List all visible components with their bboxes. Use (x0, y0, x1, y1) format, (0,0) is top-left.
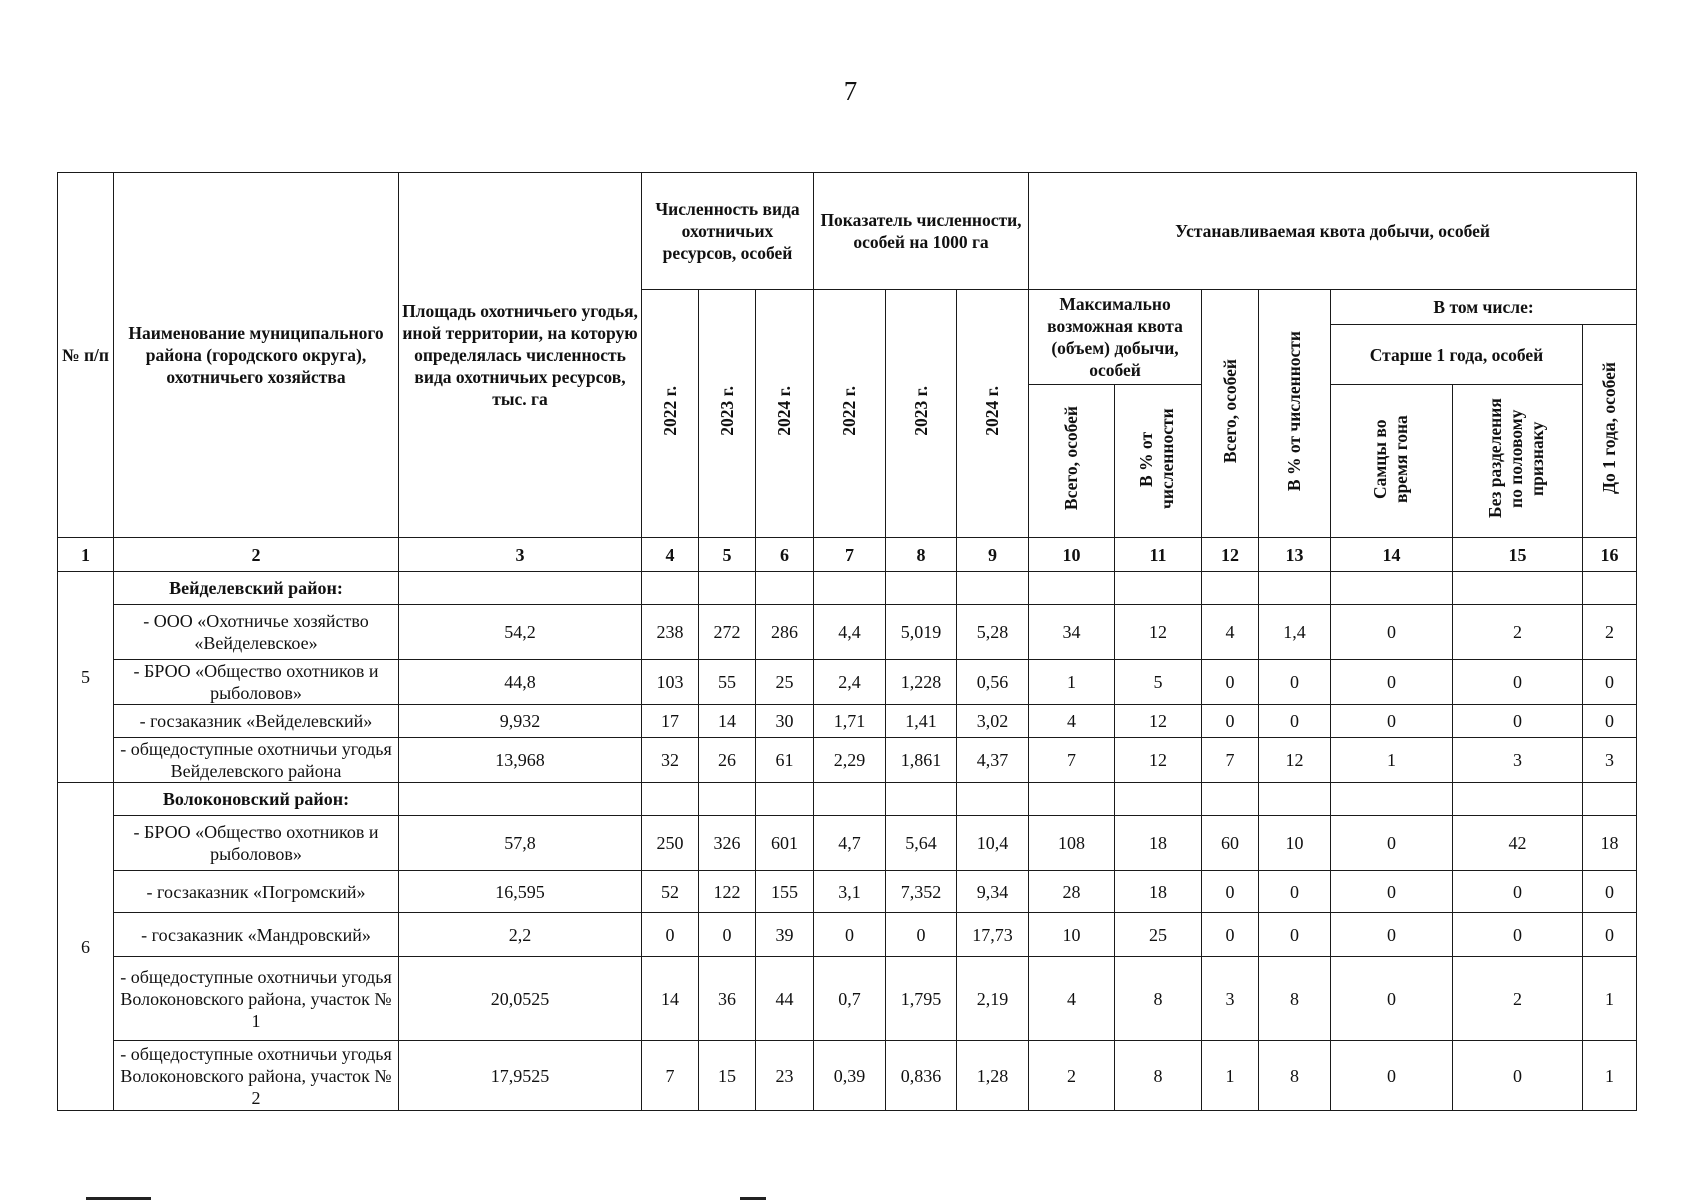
value-cell: 36 (699, 957, 756, 1041)
column-number: 2 (114, 538, 399, 572)
value-cell: 16,595 (399, 871, 642, 913)
value-cell: 0 (1259, 660, 1331, 705)
value-cell: 9,34 (957, 871, 1029, 913)
value-cell: 2,4 (814, 660, 886, 705)
value-cell: 5,019 (886, 605, 957, 660)
value-cell: 25 (756, 660, 814, 705)
header-col-name: Наименование муниципального района (городского округа), охотничьего хозяйства (114, 173, 399, 538)
value-cell: 4 (1029, 957, 1115, 1041)
value-cell: 7 (642, 1041, 699, 1111)
value-cell: 15 (699, 1041, 756, 1111)
value-cell: 1 (1331, 738, 1453, 783)
district-header-row (58, 572, 1637, 605)
hunting-ground-name: - госзаказник «Мандровский» (114, 913, 399, 957)
empty-cell (957, 572, 1029, 605)
value-cell: 2 (1583, 605, 1637, 660)
table-row (58, 913, 1637, 957)
empty-cell (1115, 783, 1202, 816)
value-cell: 8 (1259, 957, 1331, 1041)
value-cell: 103 (642, 660, 699, 705)
header-including: В том числе: (1331, 290, 1637, 325)
value-cell: 0 (1331, 605, 1453, 660)
empty-cell (886, 572, 957, 605)
value-cell: 26 (699, 738, 756, 783)
district-number: 5 (58, 572, 114, 783)
value-cell: 17,9525 (399, 1041, 642, 1111)
value-cell: 250 (642, 816, 699, 871)
value-cell: 17 (642, 705, 699, 738)
value-cell: 1 (1029, 660, 1115, 705)
value-cell: 272 (699, 605, 756, 660)
column-number: 4 (642, 538, 699, 572)
header-total-10 (1029, 385, 1115, 538)
empty-cell (756, 572, 814, 605)
column-number: 3 (399, 538, 642, 572)
header-older-1-year: Старше 1 года, особей (1331, 325, 1583, 385)
header-density-2024 (957, 290, 1029, 538)
value-cell: 18 (1115, 871, 1202, 913)
header-density-2023-text: 2023 г. (910, 386, 931, 436)
column-number: 10 (1029, 538, 1115, 572)
header-density-2022-text: 2022 г. (839, 386, 859, 436)
value-cell: 1 (1583, 1041, 1637, 1111)
table-row (58, 871, 1637, 913)
value-cell: 1 (1202, 1041, 1259, 1111)
value-cell: 44 (756, 957, 814, 1041)
empty-cell (1029, 572, 1115, 605)
header-max-quota: Максимально возможная квота (объем) добычи, особей (1029, 290, 1202, 385)
value-cell: 0 (1453, 705, 1583, 738)
value-cell: 0 (886, 913, 957, 957)
value-cell: 0 (1583, 913, 1637, 957)
value-cell: 57,8 (399, 816, 642, 871)
column-number: 5 (699, 538, 756, 572)
value-cell: 286 (756, 605, 814, 660)
table-row (58, 816, 1637, 871)
header-quota-group: Устанавливаемая квота добычи, особей (1029, 173, 1637, 290)
empty-cell (1115, 572, 1202, 605)
value-cell: 10,4 (957, 816, 1029, 871)
value-cell: 4 (1029, 705, 1115, 738)
header-density-group: Показатель численности, особей на 1000 га (814, 173, 1029, 290)
header-pop-2024 (756, 290, 814, 538)
value-cell: 1,71 (814, 705, 886, 738)
value-cell: 12 (1115, 605, 1202, 660)
value-cell: 0 (1331, 705, 1453, 738)
value-cell: 8 (1115, 1041, 1202, 1111)
value-cell: 10 (1259, 816, 1331, 871)
value-cell: 0 (1453, 913, 1583, 957)
value-cell: 12 (1259, 738, 1331, 783)
value-cell: 0 (1331, 957, 1453, 1041)
header-pct-13-text: В % от численности (1284, 330, 1305, 492)
value-cell: 326 (699, 816, 756, 871)
value-cell: 0 (1331, 660, 1453, 705)
value-cell: 17,73 (957, 913, 1029, 957)
header-pop-2024-text: 2024 г. (774, 386, 794, 436)
value-cell: 30 (756, 705, 814, 738)
district-name: Вейделевский район: (114, 572, 399, 605)
value-cell: 32 (642, 738, 699, 783)
header-col-number: № п/п (58, 173, 114, 538)
empty-cell (957, 783, 1029, 816)
value-cell: 54,2 (399, 605, 642, 660)
value-cell: 4,4 (814, 605, 886, 660)
header-pop-2023 (699, 290, 756, 538)
hunting-quota-table (57, 172, 1637, 1111)
hunting-ground-name: - общедоступные охотничьи угодья Волоконовского района, участок № 2 (114, 1041, 399, 1111)
value-cell: 4 (1202, 605, 1259, 660)
value-cell: 3 (1202, 957, 1259, 1041)
value-cell: 0 (1259, 913, 1331, 957)
column-number: 8 (886, 538, 957, 572)
value-cell: 238 (642, 605, 699, 660)
value-cell: 601 (756, 816, 814, 871)
column-number: 6 (756, 538, 814, 572)
value-cell: 7 (1029, 738, 1115, 783)
value-cell: 1,4 (1259, 605, 1331, 660)
header-density-2022 (814, 290, 886, 538)
empty-cell (1453, 572, 1583, 605)
value-cell: 10 (1029, 913, 1115, 957)
empty-cell (814, 783, 886, 816)
value-cell: 25 (1115, 913, 1202, 957)
value-cell: 9,932 (399, 705, 642, 738)
table-row (58, 660, 1637, 705)
empty-cell (642, 572, 699, 605)
hunting-ground-name: - госзаказник «Погромский» (114, 871, 399, 913)
value-cell: 3 (1453, 738, 1583, 783)
value-cell: 0 (1583, 660, 1637, 705)
hunting-ground-name: - общедоступные охотничьи угодья Вейделевского района (114, 738, 399, 783)
value-cell: 108 (1029, 816, 1115, 871)
value-cell: 0 (814, 913, 886, 957)
value-cell: 14 (642, 957, 699, 1041)
header-pct-11 (1115, 385, 1202, 538)
value-cell: 0 (1259, 705, 1331, 738)
hunting-ground-name: - БРОО «Общество охотников и рыболовов» (114, 660, 399, 705)
column-number: 15 (1453, 538, 1583, 572)
empty-cell (1453, 783, 1583, 816)
header-total-12-text: Всего, особей (1219, 358, 1240, 464)
header-pct-13 (1259, 290, 1331, 538)
value-cell: 7 (1202, 738, 1259, 783)
value-cell: 1,228 (886, 660, 957, 705)
empty-cell (1331, 572, 1453, 605)
empty-cell (1202, 572, 1259, 605)
value-cell: 4,7 (814, 816, 886, 871)
column-number: 11 (1115, 538, 1202, 572)
empty-cell (756, 783, 814, 816)
empty-cell (642, 783, 699, 816)
hunting-ground-name: - ООО «Охотничье хозяйство «Вейделевское» (114, 605, 399, 660)
value-cell: 18 (1115, 816, 1202, 871)
header-population-group: Численность вида охотничьих ресурсов, особей (642, 173, 814, 290)
header-no-sex-split-text: Без разделения по половому признаку (1484, 398, 1547, 519)
value-cell: 3,1 (814, 871, 886, 913)
table-row (58, 605, 1637, 660)
hunting-ground-name: - БРОО «Общество охотников и рыболовов» (114, 816, 399, 871)
header-col-area: Площадь охотничьего угодья, иной территории, на которую определялась численность вида охотничьих ресурсов, тыс. га (399, 173, 642, 538)
value-cell: 0 (1202, 913, 1259, 957)
value-cell: 60 (1202, 816, 1259, 871)
value-cell: 0 (1331, 816, 1453, 871)
value-cell: 0 (642, 913, 699, 957)
value-cell: 2 (1453, 957, 1583, 1041)
empty-cell (1029, 783, 1115, 816)
column-number: 9 (957, 538, 1029, 572)
value-cell: 0,836 (886, 1041, 957, 1111)
value-cell: 42 (1453, 816, 1583, 871)
empty-cell (1583, 572, 1637, 605)
header-pop-2023-text: 2023 г. (716, 386, 737, 436)
value-cell: 0,56 (957, 660, 1029, 705)
empty-cell (1259, 783, 1331, 816)
value-cell: 55 (699, 660, 756, 705)
value-cell: 122 (699, 871, 756, 913)
value-cell: 14 (699, 705, 756, 738)
header-pop-2022-text: 2022 г. (659, 386, 680, 436)
empty-cell (399, 572, 642, 605)
value-cell: 1,41 (886, 705, 957, 738)
value-cell: 0 (1331, 1041, 1453, 1111)
header-under-1-year (1583, 325, 1637, 538)
value-cell: 0 (1202, 660, 1259, 705)
value-cell: 12 (1115, 705, 1202, 738)
value-cell: 0 (1453, 660, 1583, 705)
table-row (58, 957, 1637, 1041)
empty-cell (1583, 783, 1637, 816)
empty-cell (1259, 572, 1331, 605)
column-number: 7 (814, 538, 886, 572)
header-density-2024-text: 2024 г. (982, 386, 1002, 436)
value-cell: 0 (1259, 871, 1331, 913)
empty-cell (699, 783, 756, 816)
column-number: 14 (1331, 538, 1453, 572)
value-cell: 61 (756, 738, 814, 783)
value-cell: 5,64 (886, 816, 957, 871)
column-number: 12 (1202, 538, 1259, 572)
header-pct-11-text: В % от численности (1136, 408, 1178, 509)
value-cell: 1,28 (957, 1041, 1029, 1111)
table-row (58, 1041, 1637, 1111)
header-under-1-year-text: До 1 года, особей (1599, 362, 1620, 495)
hunting-ground-name: - госзаказник «Вейделевский» (114, 705, 399, 738)
header-no-sex-split (1453, 385, 1583, 538)
hunting-ground-name: - общедоступные охотничьи угодья Волоконовского района, участок № 1 (114, 957, 399, 1041)
value-cell: 0 (1453, 1041, 1583, 1111)
column-number-row (58, 538, 1637, 572)
value-cell: 5 (1115, 660, 1202, 705)
header-pop-2022 (642, 290, 699, 538)
value-cell: 0 (1583, 871, 1637, 913)
value-cell: 4,37 (957, 738, 1029, 783)
value-cell: 3,02 (957, 705, 1029, 738)
value-cell: 1,861 (886, 738, 957, 783)
value-cell: 18 (1583, 816, 1637, 871)
value-cell: 39 (756, 913, 814, 957)
value-cell: 0 (1202, 705, 1259, 738)
value-cell: 20,0525 (399, 957, 642, 1041)
value-cell: 23 (756, 1041, 814, 1111)
value-cell: 13,968 (399, 738, 642, 783)
header-total-12 (1202, 290, 1259, 538)
value-cell: 52 (642, 871, 699, 913)
empty-cell (1331, 783, 1453, 816)
page-number: 7 (843, 76, 858, 106)
column-number: 1 (58, 538, 114, 572)
empty-cell (814, 572, 886, 605)
value-cell: 0 (1453, 871, 1583, 913)
value-cell: 2,2 (399, 913, 642, 957)
district-header-row (58, 783, 1637, 816)
district-name: Волоконовский район: (114, 783, 399, 816)
value-cell: 34 (1029, 605, 1115, 660)
header-density-2023 (886, 290, 957, 538)
value-cell: 0 (1331, 913, 1453, 957)
value-cell: 28 (1029, 871, 1115, 913)
value-cell: 2,29 (814, 738, 886, 783)
header-males-rut (1331, 385, 1453, 538)
value-cell: 12 (1115, 738, 1202, 783)
table-row (58, 738, 1637, 783)
value-cell: 0,39 (814, 1041, 886, 1111)
value-cell: 0 (1583, 705, 1637, 738)
value-cell: 2 (1453, 605, 1583, 660)
value-cell: 1,795 (886, 957, 957, 1041)
empty-cell (399, 783, 642, 816)
value-cell: 0,7 (814, 957, 886, 1041)
value-cell: 0 (1331, 871, 1453, 913)
empty-cell (699, 572, 756, 605)
value-cell: 5,28 (957, 605, 1029, 660)
value-cell: 155 (756, 871, 814, 913)
value-cell: 0 (1202, 871, 1259, 913)
value-cell: 8 (1115, 957, 1202, 1041)
column-number: 13 (1259, 538, 1331, 572)
value-cell: 2 (1029, 1041, 1115, 1111)
value-cell: 1 (1583, 957, 1637, 1041)
value-cell: 3 (1583, 738, 1637, 783)
value-cell: 2,19 (957, 957, 1029, 1041)
column-number: 16 (1583, 538, 1637, 572)
header-males-rut-text: Самцы во время гона (1369, 414, 1411, 503)
empty-cell (886, 783, 957, 816)
value-cell: 7,352 (886, 871, 957, 913)
value-cell: 44,8 (399, 660, 642, 705)
district-number: 6 (58, 783, 114, 1111)
value-cell: 8 (1259, 1041, 1331, 1111)
table-row (58, 705, 1637, 738)
value-cell: 0 (699, 913, 756, 957)
header-total-10-text: Всего, особей (1061, 406, 1082, 511)
empty-cell (1202, 783, 1259, 816)
